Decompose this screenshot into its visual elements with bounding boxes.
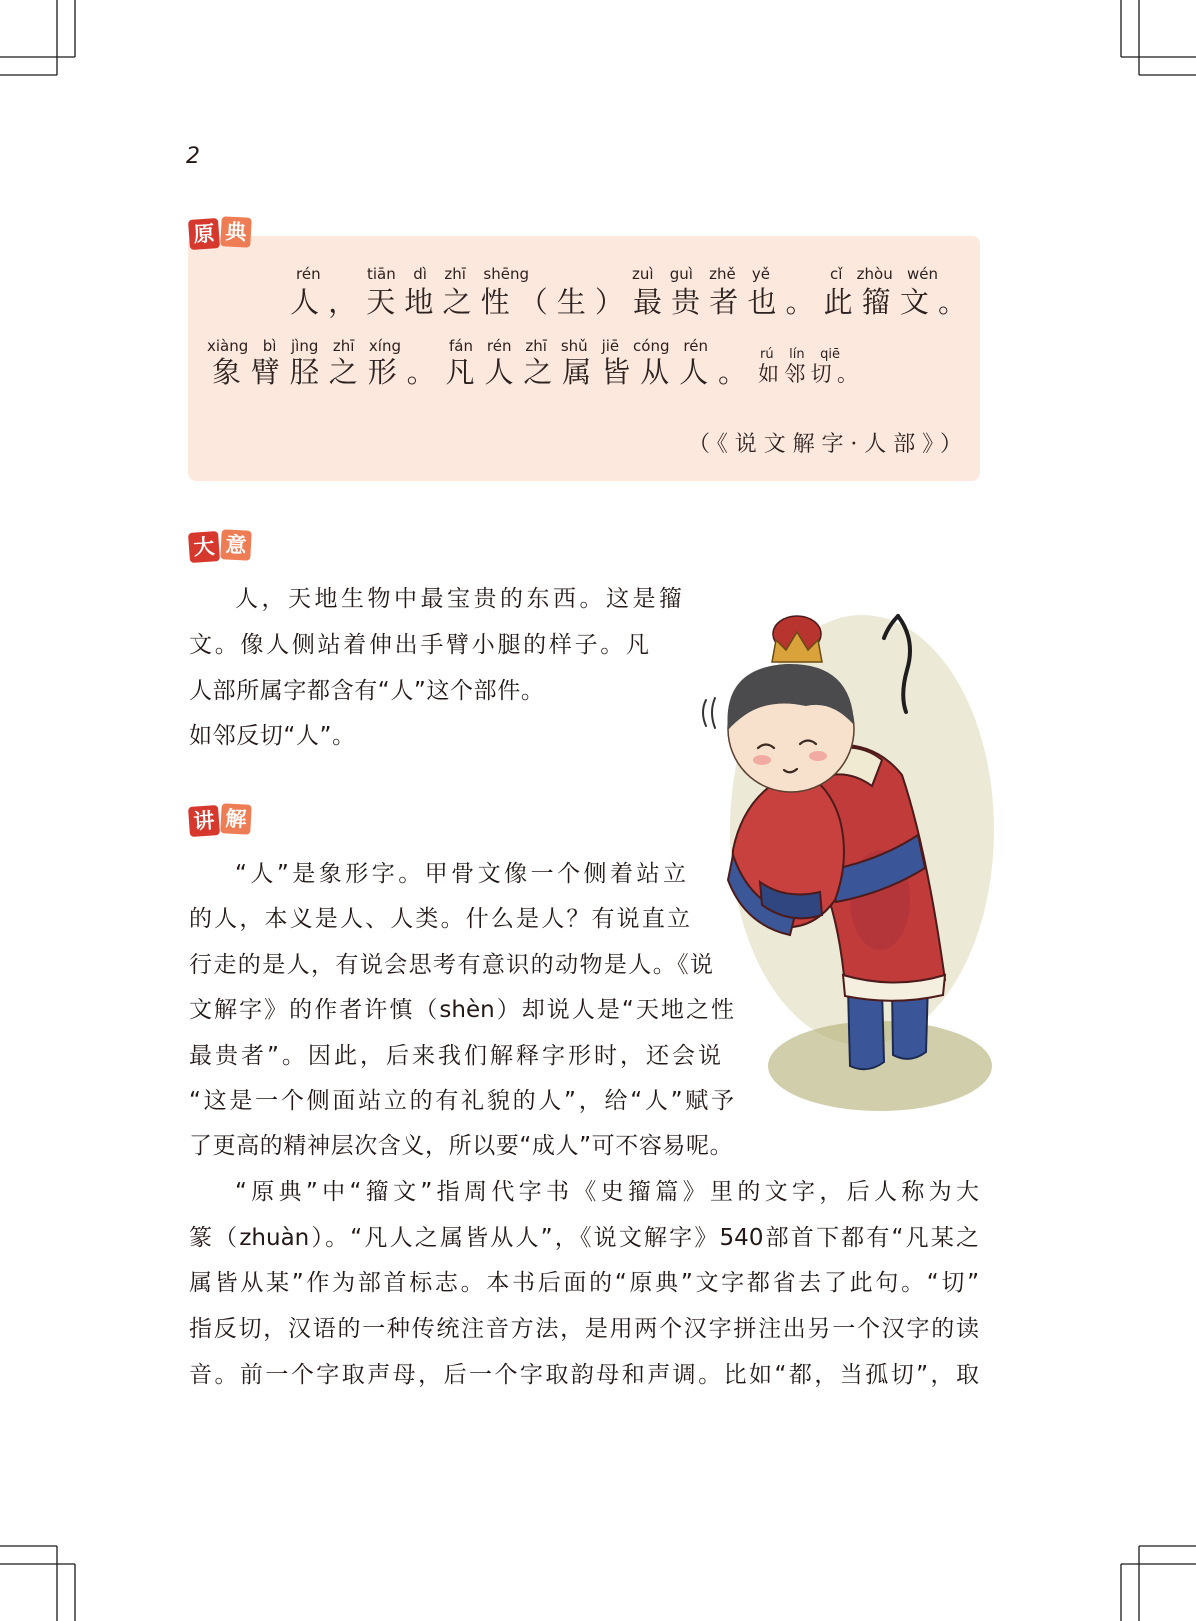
explanation-line: 行走的是人，有说会思考有意识的动物是人。《说 [189, 952, 713, 978]
pinyin-annotation: cǐ zhòu wén [830, 265, 938, 283]
fanqie-pinyin: rú lín qiē [760, 347, 840, 362]
explanation-line: 文解字》的作者许慎（shèn）却说人是“天地之性 [189, 997, 734, 1023]
pinyin-annotation: zuì guì zhě yě [632, 265, 770, 283]
fanqie-note: 如邻切。 [758, 362, 858, 386]
page-number: 2 [186, 144, 200, 169]
explanation-line: 了更高的精神层次含义，所以要“成人”可不容易呢。 [189, 1133, 734, 1159]
explanation-line: 指反切，汉语的一种传统注音方法，是用两个汉字拼注出另一个汉字的读 [189, 1316, 979, 1342]
crop-mark-top-left [0, 0, 75, 75]
explanation-line: 属皆从某”作为部首标志。本书后面的“原典”文字都省去了此句。“切” [189, 1270, 979, 1296]
explanation-line: 最贵者”。因此，后来我们解释字形时，还会说 [189, 1043, 721, 1069]
badge-char: 意 [220, 529, 252, 561]
crop-mark-bottom-left [0, 1546, 75, 1621]
explanation-line: “原典”中“籀文”指周代字书《史籀篇》里的文字，后人称为大 [235, 1179, 979, 1205]
pinyin-annotation: xiàng bì jìng zhī xíng [207, 337, 401, 355]
summary-line: 如邻反切“人”。 [189, 723, 356, 749]
explanation-line: 篆（zhuàn）。“凡人之属皆从人”，《说文解字》540部首下都有“凡某之 [189, 1225, 979, 1251]
explanation-line: 的人，本义是人、人类。什么是人？有说直立 [189, 906, 690, 932]
section-badge-original [189, 217, 259, 253]
head [727, 664, 854, 792]
section-badge-explanation [189, 804, 259, 840]
crop-mark-bottom-right [1121, 1546, 1196, 1621]
motion-lines [703, 698, 715, 728]
explanation-line: “人”是象形字。甲骨文像一个侧着站立 [235, 861, 686, 887]
pinyin-annotation: tiān dì zhī shēng [367, 265, 529, 283]
summary-line: 人部所属字都含有“人”这个部件。 [189, 678, 545, 704]
section-badge-summary [189, 530, 259, 566]
badge-char: 典 [220, 216, 252, 248]
badge-char: 讲 [188, 805, 220, 837]
source-citation: （《说文解字·人部》） [688, 432, 962, 457]
summary-line: 人，天地生物中最宝贵的东西。这是籀 [235, 586, 682, 612]
pinyin-annotation: rén [296, 265, 321, 283]
explanation-line: 音。前一个字取声母，后一个字取韵母和声调。比如“都，当孤切”，取 [189, 1362, 979, 1388]
original-text-line: 象臂胫之形。凡人之属皆从人。 [212, 355, 747, 389]
summary-line: 文。像人侧站着伸出手臂小腿的样子。凡 [189, 632, 649, 658]
pinyin-annotation: fán rén zhī shǔ jiē cóng rén [449, 337, 708, 355]
bowing-child-illustration [680, 590, 1020, 1130]
explanation-line: “这是一个侧面站立的有礼貌的人”，给“人”赋予 [189, 1088, 734, 1114]
badge-char: 解 [220, 803, 252, 835]
badge-char: 原 [188, 218, 220, 250]
crop-mark-top-right [1121, 0, 1196, 75]
topknot-crown [772, 616, 822, 662]
badge-char: 大 [188, 531, 220, 563]
original-text-line: 人，天地之性（生）最贵者也。此籀文。 [290, 285, 967, 319]
